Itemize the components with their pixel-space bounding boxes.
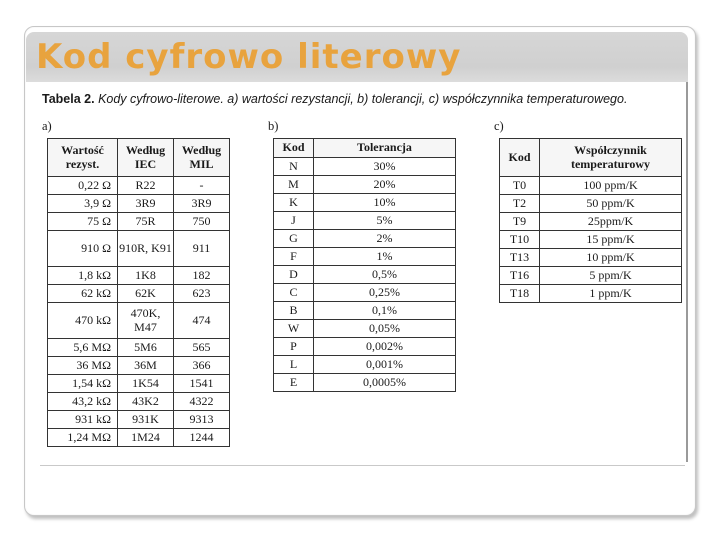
table-cell: 75R [118,213,174,231]
table-row [274,338,456,356]
table-cell: 1244 [174,429,230,447]
table-cell: E [274,374,314,392]
table-row [48,285,230,303]
table-row [48,393,230,411]
table-row [48,357,230,375]
table-cell: F [274,248,314,266]
table-cell: 0,25% [314,284,456,302]
table-cell: 0,0005% [314,374,456,392]
slide-title: Kod cyfrowo literowy [36,37,462,77]
header-code: Kod [500,139,540,177]
header-iec: Według IEC [118,139,174,177]
table-cell: 1K54 [118,375,174,393]
table-cell: 3,9 Ω [48,195,118,213]
table-cell: 911 [174,231,230,267]
table-cell: T9 [500,213,540,231]
table-cell: 3R9 [174,195,230,213]
table-cell: 5 ppm/K [540,267,682,285]
temp-coefficient-table [499,138,682,303]
table-cell: T18 [500,285,540,303]
table-row [274,230,456,248]
table-cell: G [274,230,314,248]
table-cell: 2% [314,230,456,248]
table-cell: 931K [118,411,174,429]
table-cell: 62K [118,285,174,303]
table-cell: 50 ppm/K [540,195,682,213]
table-row [274,302,456,320]
table-cell: T10 [500,231,540,249]
table-cell: 10 ppm/K [540,249,682,267]
table-cell: K [274,194,314,212]
table-cell: 1% [314,248,456,266]
table-cell: T2 [500,195,540,213]
table-cell: 182 [174,267,230,285]
table-cell: 470K, M47 [118,303,174,339]
table-cell: 4322 [174,393,230,411]
table-cell: C [274,284,314,302]
table-row [274,194,456,212]
table-row [274,248,456,266]
table-cell: W [274,320,314,338]
tolerance-table [273,138,456,392]
table-cell: 1M24 [118,429,174,447]
table-row [274,176,456,194]
table-cell: 0,22 Ω [48,177,118,195]
table-row [48,375,230,393]
table-row [48,339,230,357]
table-cell: 43K2 [118,393,174,411]
header-mil: Według MIL [174,139,230,177]
table-cell: 910R, K91 [118,231,174,267]
table-cell: 1K8 [118,267,174,285]
table-row [274,212,456,230]
table-row [500,285,682,303]
table-row [48,429,230,447]
table-cell: 5,6 MΩ [48,339,118,357]
table-cell: 62 kΩ [48,285,118,303]
table-row [500,249,682,267]
table-cell: 25ppm/K [540,213,682,231]
table-cell: 623 [174,285,230,303]
table-row [500,177,682,195]
table-cell: J [274,212,314,230]
table-row [48,213,230,231]
table-cell: L [274,356,314,374]
table-cell: 1,8 kΩ [48,267,118,285]
header-value: Wartość rezyst. [48,139,118,177]
table-row [500,213,682,231]
table-cell: 9313 [174,411,230,429]
table-cell: 470 kΩ [48,303,118,339]
label-c: c) [494,119,504,133]
table-cell: 5M6 [118,339,174,357]
table-cell: M [274,176,314,194]
caption-label: Tabela 2. [42,92,95,106]
table-row [48,411,230,429]
table-cell: 474 [174,303,230,339]
table-cell: 0,001% [314,356,456,374]
table-cell: R22 [118,177,174,195]
table-cell: T13 [500,249,540,267]
table-cell: 10% [314,194,456,212]
table-cell: 1 ppm/K [540,285,682,303]
table-cell: 30% [314,158,456,176]
header-code: Kod [274,139,314,158]
table-row [500,195,682,213]
table-cell: D [274,266,314,284]
table-cell: 0,05% [314,320,456,338]
table-cell: 5% [314,212,456,230]
table-cell: P [274,338,314,356]
table-row [274,284,456,302]
table-cell: 565 [174,339,230,357]
table-row [48,231,230,267]
table-cell: - [174,177,230,195]
table-cell: 750 [174,213,230,231]
table-cell: 0,1% [314,302,456,320]
table-row [274,374,456,392]
table-row [274,158,456,176]
table-cell: 0,5% [314,266,456,284]
header-temp-coefficient: Współczynnik temperaturowy [540,139,682,177]
table-row [500,267,682,285]
table-cell: 366 [174,357,230,375]
label-a: a) [42,119,52,133]
table-row [500,231,682,249]
table-cell: 1541 [174,375,230,393]
table-cell: T16 [500,267,540,285]
table-cell: 36M [118,357,174,375]
divider [40,465,685,466]
table-row [274,320,456,338]
header-tolerance: Tolerancja [314,139,456,158]
label-b: b) [268,119,279,133]
table-cell: 75 Ω [48,213,118,231]
table-cell: 1,24 MΩ [48,429,118,447]
table-cell: 3R9 [118,195,174,213]
table-cell: 100 ppm/K [540,177,682,195]
table-row [48,177,230,195]
table-row [48,195,230,213]
table-row [274,356,456,374]
table-cell: B [274,302,314,320]
page-edge [686,82,688,462]
table-cell: 0,002% [314,338,456,356]
resistance-table [47,138,230,447]
table-caption [42,92,627,106]
table-cell: 36 MΩ [48,357,118,375]
table-row [48,267,230,285]
table-cell: 43,2 kΩ [48,393,118,411]
table-row [274,266,456,284]
table-cell: 1,54 kΩ [48,375,118,393]
caption-text: Kody cyfrowo-literowe. a) wartości rezystancji, b) tolerancji, c) współczynnika temperaturowego. [98,92,628,106]
table-cell: 15 ppm/K [540,231,682,249]
table-cell: N [274,158,314,176]
table-row [48,303,230,339]
table-cell: 20% [314,176,456,194]
table-cell: 910 Ω [48,231,118,267]
table-cell: T0 [500,177,540,195]
table-cell: 931 kΩ [48,411,118,429]
